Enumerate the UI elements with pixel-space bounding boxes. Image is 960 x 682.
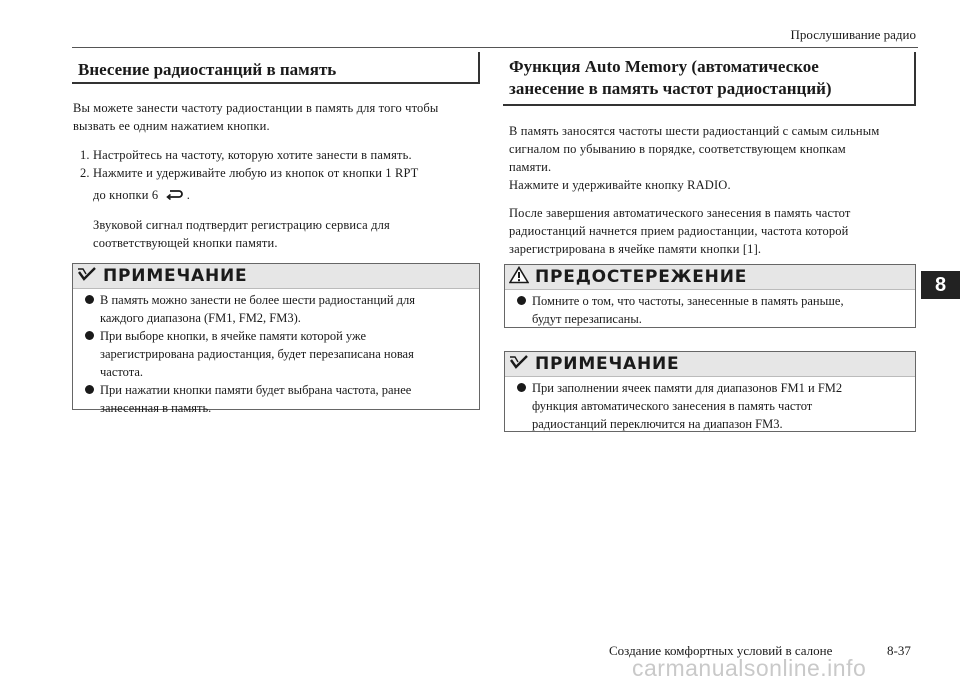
note-box-left bbox=[72, 263, 480, 415]
caution-box bbox=[504, 264, 916, 328]
note-line: радиостанций переключится на диапазон FM3. bbox=[532, 417, 783, 431]
paragraph-line: памяти. bbox=[509, 160, 552, 174]
confirm-line: соответствующей кнопки памяти. bbox=[93, 236, 278, 250]
caution-line: будут перезаписаны. bbox=[532, 312, 642, 326]
step-2-end: . bbox=[186, 188, 191, 202]
note-line: каждого диапазона (FM1, FM2, FM3). bbox=[100, 311, 301, 325]
step-1: 1. Настройтесь на частоту, которую хотите занести в память. bbox=[80, 148, 412, 162]
auto-memory-paragraph bbox=[509, 122, 914, 258]
note-heading: ПРИМЕЧАНИЕ bbox=[535, 354, 680, 374]
caution-body bbox=[505, 290, 915, 332]
section-title-memory: Внесение радиостанций в память bbox=[72, 52, 480, 84]
note-line: занесенная в память. bbox=[100, 401, 212, 415]
note-header bbox=[73, 264, 479, 289]
note-body bbox=[505, 377, 915, 437]
note-line: частота. bbox=[100, 365, 144, 379]
check-icon bbox=[77, 266, 103, 287]
note-line: При заполнении ячеек памяти для диапазонов FM1 и FM2 bbox=[532, 381, 843, 395]
step-2-continuation-text: до кнопки 6 bbox=[93, 188, 159, 202]
bullet-icon bbox=[517, 383, 526, 392]
warning-icon bbox=[509, 266, 535, 289]
caution-header bbox=[505, 265, 915, 290]
confirm-line: Звуковой сигнал подтвердит регистрацию сервиса для bbox=[93, 218, 390, 232]
note-line: зарегистрирована радиостанция, будет перезаписана новая bbox=[100, 347, 414, 361]
paragraph-line: радиостанций начнется прием радиостанции, частота которой bbox=[509, 224, 849, 238]
note-box-right bbox=[504, 351, 916, 432]
intro-line: Вы можете занести частоту радиостанции в память для того чтобы bbox=[73, 101, 439, 115]
section-title-line: занесение в память частот радиостанций) bbox=[509, 79, 832, 98]
note-line: функция автоматического занесения в память частот bbox=[532, 399, 813, 413]
note-item bbox=[517, 379, 907, 433]
return-arrow-icon bbox=[162, 188, 187, 202]
bullet-icon bbox=[517, 296, 526, 305]
note-line: В память можно занести не более шести радиостанций для bbox=[100, 293, 415, 307]
steps-list bbox=[80, 146, 480, 252]
intro-line: вызвать ее одним нажатием кнопки. bbox=[73, 119, 270, 133]
header-divider bbox=[72, 47, 918, 48]
step-2-continuation bbox=[80, 186, 480, 204]
paragraph-line: сигналом по убыванию в порядке, соответствующем кнопкам bbox=[509, 142, 846, 156]
watermark: carmanualsonline.info bbox=[632, 655, 867, 681]
note-line: При нажатии кнопки памяти будет выбрана частота, ранее bbox=[100, 383, 412, 397]
note-line: При выборе кнопки, в ячейке памяти которой уже bbox=[100, 329, 367, 343]
caution-heading: ПРЕДОСТЕРЕЖЕНИЕ bbox=[535, 267, 748, 287]
bullet-icon bbox=[85, 295, 94, 304]
paragraph-line: Нажмите и удерживайте кнопку RADIO. bbox=[509, 178, 731, 192]
footer-section-title: Создание комфортных условий в салоне bbox=[609, 643, 833, 658]
check-icon bbox=[509, 354, 535, 375]
note-item bbox=[85, 381, 471, 417]
intro-paragraph bbox=[73, 99, 473, 135]
section-title-auto-memory bbox=[503, 52, 916, 106]
page-header-title: Прослушивание радио bbox=[790, 27, 916, 42]
bullet-icon bbox=[85, 385, 94, 394]
caution-line: Помните о том, что частоты, занесенные в память раньше, bbox=[532, 294, 844, 308]
note-header bbox=[505, 352, 915, 377]
chapter-tab: 8 bbox=[921, 271, 960, 299]
paragraph-line: В память заносятся частоты шести радиостанций с самым сильным bbox=[509, 124, 880, 138]
note-body bbox=[73, 289, 479, 421]
section-title-line: Функция Auto Memory (автоматическое bbox=[509, 57, 819, 76]
step-2: 2. Нажмите и удерживайте любую из кнопок от кнопки 1 RPT bbox=[80, 166, 419, 180]
paragraph-line: После завершения автоматического занесения в память частот bbox=[509, 206, 851, 220]
note-heading: ПРИМЕЧАНИЕ bbox=[103, 266, 248, 286]
note-item bbox=[85, 327, 471, 381]
page-number: 8-37 bbox=[887, 643, 911, 658]
note-item bbox=[85, 291, 471, 327]
bullet-icon bbox=[85, 331, 94, 340]
caution-item bbox=[517, 292, 907, 328]
paragraph-line: зарегистрирована в ячейке памяти кнопки [1]. bbox=[509, 242, 762, 256]
